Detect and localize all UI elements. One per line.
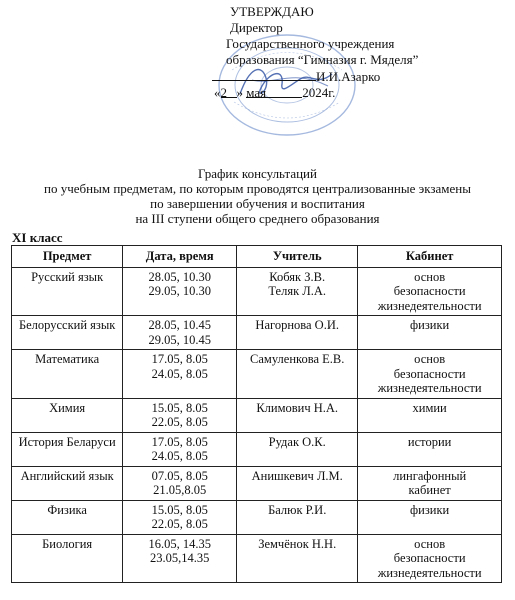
cell-dates-text: 29.05, 10.30 [148,284,211,298]
cell-dates [123,398,237,432]
cell-room-text: истории [407,434,452,449]
cell-dates [123,534,237,583]
cell-subject-text: Русский язык [31,269,104,284]
cell-room-text: лингафонный [393,468,467,483]
cell-dates-text: 22.05, 8.05 [151,517,208,531]
approval-signature-line [212,68,404,85]
cell-teacher-text: Нагорнова О.И. [255,318,339,332]
table-row [12,316,502,350]
approval-block [214,4,419,101]
cell-room [358,432,502,466]
cell-subject [12,267,123,316]
table-header-row [12,246,502,268]
header-subject: Предмет [12,246,123,268]
cell-dates-text: 22.05, 8.05 [151,415,208,429]
cell-room [358,267,502,316]
cell-teacher [237,500,358,534]
cell-dates-text: 07.05, 8.05 [151,468,208,483]
cell-dates [123,350,237,399]
header-date: Дата, время [123,246,237,268]
signature-underline [212,68,316,81]
cell-dates [123,316,237,350]
consultation-table [11,245,502,583]
cell-subject-text: Английский язык [20,468,114,483]
cell-teacher [237,398,358,432]
cell-dates [123,267,237,316]
class-label: XI класс [12,230,63,245]
table-row [12,350,502,399]
cell-dates-text: 15.05, 8.05 [151,400,208,415]
table-row [12,267,502,316]
approval-org-line2: образования “Гимназия г. Мяделя” [226,52,419,67]
cell-room [358,316,502,350]
cell-dates-text: 24.05, 8.05 [151,449,208,463]
cell-room [358,466,502,500]
cell-room [358,534,502,583]
cell-teacher-text: Балюк Р.И. [268,502,327,517]
table-row [12,534,502,583]
cell-dates-text: 17.05, 8.05 [151,434,208,449]
cell-subject-text: Биология [42,536,93,551]
cell-teacher-text: Климович Н.А. [256,400,339,415]
approval-signer: И.И.Азарко [316,69,381,84]
cell-teacher [237,267,358,316]
heading-line3: по завершении обучения и воспитания [150,196,365,211]
document-heading [0,166,515,226]
cell-teacher [237,466,358,500]
cell-subject [12,398,123,432]
cell-room-text: основ [414,269,446,284]
cell-teacher-text: Кобяк З.В. [269,269,326,284]
date-month: мая [246,85,267,100]
cell-teacher-text: Анишкевич Л.М. [251,468,343,483]
cell-room-text: жизнедеятельности [377,298,482,313]
cell-room-text: безопасности [393,551,466,565]
table-row [12,432,502,466]
cell-room-text: кабинет [408,483,451,497]
date-open-quote: « [214,85,221,100]
cell-dates-text: 23.05,14.35 [150,551,210,565]
cell-subject-text: Химия [49,400,86,415]
cell-room [358,350,502,399]
cell-room-text: безопасности [393,366,466,381]
cell-room-text: жизнедеятельности [377,381,482,395]
cell-subject [12,350,123,399]
cell-subject [12,316,123,350]
date-day-blank [221,85,237,98]
cell-dates-text: 29.05, 10.45 [148,332,211,347]
cell-room-text: основ [414,352,446,366]
cell-subject [12,534,123,583]
date-day: 2 [220,85,227,100]
cell-room-text: физики [410,318,450,332]
date-month-blank [246,85,302,98]
cell-dates-text: 17.05, 8.05 [151,352,208,366]
cell-room-text: безопасности [393,284,466,298]
cell-teacher [237,316,358,350]
cell-dates [123,432,237,466]
approval-title: УТВЕРЖДАЮ [230,4,314,19]
cell-room-text: химии [412,400,447,415]
cell-dates [123,500,237,534]
cell-dates-text: 21.05,8.05 [153,483,207,497]
header-teacher: Учитель [237,246,358,268]
cell-subject [12,432,123,466]
cell-room-text: физики [410,502,450,517]
cell-teacher-text: Теляк Л.А. [268,284,327,298]
date-close-quote: » [236,85,243,100]
cell-subject [12,500,123,534]
approval-role: Директор [230,20,283,35]
cell-teacher-text: Рудак О.К. [268,434,326,449]
cell-subject-text: Физика [47,502,87,517]
cell-dates-text: 28.05, 10.45 [148,318,211,332]
table-row [12,500,502,534]
heading-line1: График консультаций [198,166,317,181]
table-row [12,398,502,432]
cell-teacher [237,432,358,466]
cell-teacher-text: Земчёнок Н.Н. [258,536,337,551]
heading-line2: по учебным предметам, по которым проводятся централизованные экзамены [44,181,471,196]
approval-date-line [214,85,406,101]
cell-teacher [237,350,358,399]
cell-teacher [237,534,358,583]
cell-subject [12,466,123,500]
cell-dates [123,466,237,500]
cell-teacher-text: Самуленкова Е.В. [250,352,345,366]
cell-dates-text: 15.05, 8.05 [151,502,208,517]
cell-room [358,500,502,534]
date-year: 2024г. [302,85,336,100]
cell-dates-text: 16.05, 14.35 [148,536,211,551]
cell-dates-text: 28.05, 10.30 [148,269,211,284]
cell-dates-text: 24.05, 8.05 [151,366,208,381]
header-room: Кабинет [358,246,502,268]
cell-room [358,398,502,432]
heading-line4: на III ступени общего среднего образования [135,211,380,226]
cell-room-text: основ [414,536,446,551]
cell-room-text: жизнедеятельности [377,565,482,580]
approval-org-line1: Государственного учреждения [226,36,395,51]
cell-subject-text: История Беларуси [18,434,116,449]
cell-subject-text: Математика [35,352,100,366]
cell-subject-text: Белорусский язык [18,318,116,332]
table-row [12,466,502,500]
